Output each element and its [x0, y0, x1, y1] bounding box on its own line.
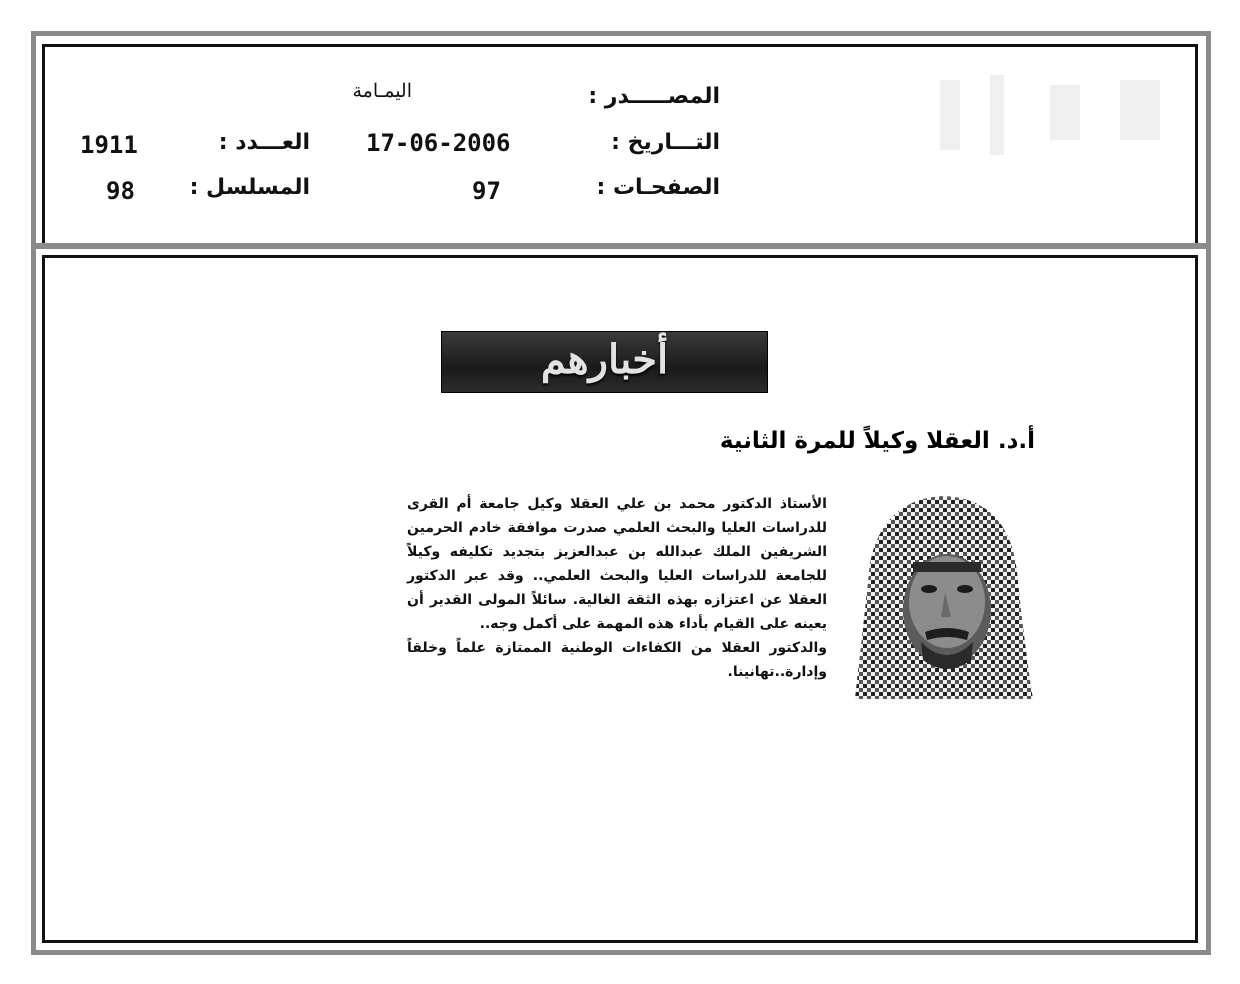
- section-banner-title: أخبارهم: [540, 336, 669, 383]
- portrait-photo: [855, 492, 1033, 699]
- pages-value: 97: [472, 177, 501, 205]
- issue-value: 1911: [80, 131, 138, 159]
- divider-band: [35, 243, 1207, 249]
- serial-label: المسلسل :: [189, 175, 310, 200]
- source-value: اليمـامة: [352, 80, 412, 102]
- article-paragraph: الأستاذ الدكتور محمد بن علي العقلا وكيل جامعة أم القرى للدراسات العليا والبحث العلمي صدرت موافقة خادم الحرمين الشريفين الملك عبدالله بن عبدالعزيز بتجديد تكليفه وكيلاً للجامعة للدراسات العليا والبحث العلمي.. وقد عبر الدكتور العقلا عن اعتزازه بهذه الثقة الغالية. سائلاً المولى القدير أن يعينه على القيام بأداء هذه المهمة على أكمل وجه..: [407, 496, 827, 632]
- serial-value: 98: [106, 177, 135, 205]
- pages-label: الصفحـات :: [596, 175, 720, 200]
- section-banner: [441, 331, 768, 393]
- article-headline: أ.د. العقلا وكيلاً للمرة الثانية: [719, 428, 1035, 454]
- source-label: المصـــــدر :: [588, 84, 720, 109]
- date-label: التـــاريخ :: [611, 130, 720, 155]
- date-value: 17-06-2006: [366, 129, 511, 157]
- issue-label: العـــدد :: [218, 130, 310, 155]
- article-paragraph: والدكتور العقلا من الكفاءات الوطنية الممتازة علماً وخلقاً وإدارة..تهانينا.: [407, 640, 827, 680]
- faded-logo-icon: [930, 70, 1175, 160]
- article-body: [407, 492, 827, 684]
